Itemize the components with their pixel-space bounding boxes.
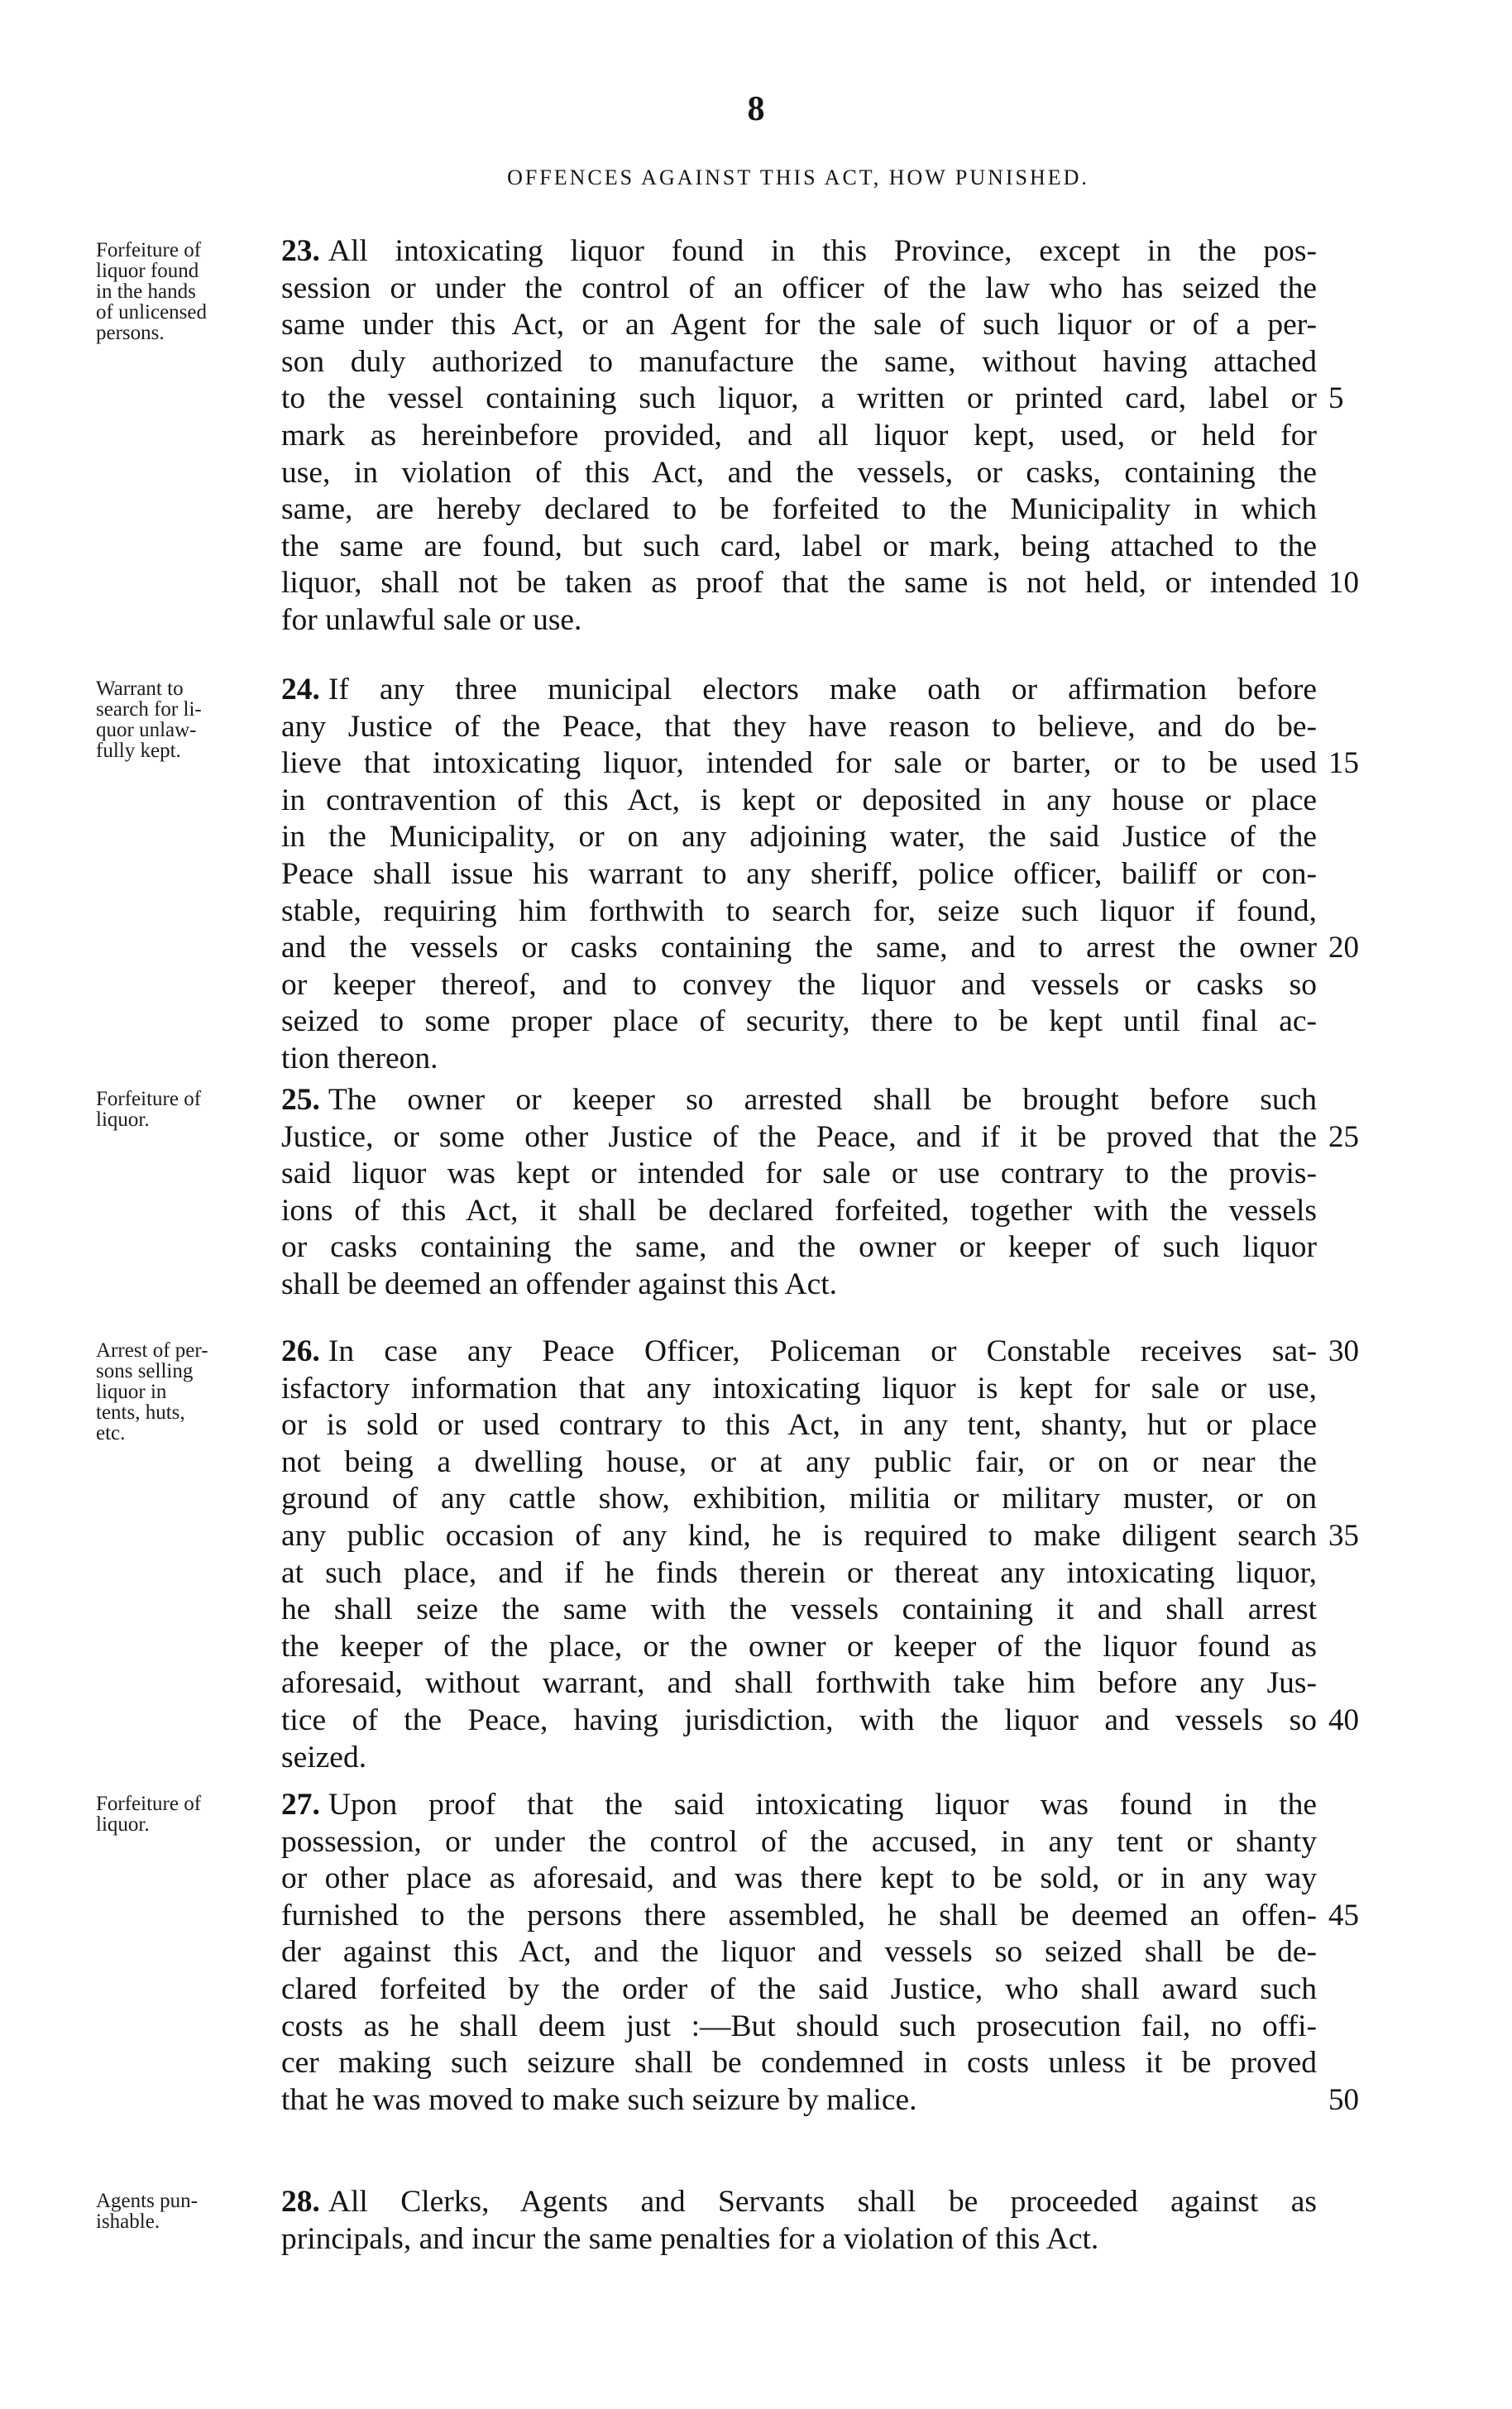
text-line [281,1555,1317,1592]
margin-note-line: tents, huts, [96,1401,185,1424]
text-line [281,1156,1317,1193]
margin-note [96,240,270,343]
line-text: Upon proof that the said intoxicating liquor was found in the [328,1788,1317,1822]
line-text: furnished to the persons there assembled, he shall be deemed an offen- [281,1898,1317,1932]
text-line [281,565,1317,602]
line-text: any public occasion of any kind, he is required to make diligent search [281,1518,1317,1553]
text-line [281,1787,1317,1824]
text-line [281,930,1317,967]
line-number: 20 [1328,931,1359,965]
line-text: tion thereon. [281,1041,438,1075]
line-text: to the vessel containing such liquor, a written or printed card, label or [281,381,1317,416]
line-text: shall be deemed an offender against this Act. [281,1267,838,1301]
line-text: the same are found, but such card, label or mark, being attached to the [281,529,1317,563]
section-number: 26. [281,1334,320,1368]
text-line [281,491,1317,529]
text-line [281,233,1317,271]
margin-note [96,1340,270,1444]
text-line [281,307,1317,344]
line-text: aforesaid, without warrant, and shall forthwith take him before any Jus- [281,1666,1317,1701]
line-text: use, in violation of this Act, and the vessels, or casks, containing the [281,455,1317,490]
line-text: stable, requiring him forthwith to search for, seize such liquor if found, [281,893,1317,928]
line-text: ground of any cattle show, exhibition, militia or military muster, or on [281,1482,1317,1516]
line-number: 50 [1328,2082,1359,2117]
margin-note-line: Forfeiture of [96,1088,202,1110]
margin-note [96,1089,270,1130]
line-text: seized to some proper place of security, there to be kept until final ac- [281,1004,1317,1039]
text-line [281,783,1317,820]
line-text: All Clerks, Agents and Servants shall be proceeded against as [328,2185,1317,2219]
text-line [281,1481,1317,1518]
line-text: clared forfeited by the order of the said Justice, who shall award such [281,1971,1317,2006]
text-line [281,1193,1317,1230]
line-text: for unlawful sale or use. [281,602,582,637]
line-text: Justice, or some other Justice of the Peace, and if it be proved that the [281,1119,1317,1154]
line-number: 5 [1328,381,1344,416]
line-text: possession, or under the control of the accused, in any tent or shanty [281,1824,1317,1859]
text-line [281,745,1317,783]
margin-note-line: Forfeiture of [96,239,202,261]
line-text: or other place as aforesaid, and was there kept to be sold, or in any way [281,1861,1317,1896]
text-line [281,893,1317,931]
margin-note-line: quor unlaw- [96,719,197,741]
text-line [281,1629,1317,1666]
line-text: not being a dwelling house, or at any public fair, or on or near the [281,1444,1317,1479]
margin-note-line: of unlicensed [96,301,207,323]
line-text: liquor, shall not be taken as proof that the same is not held, or intended [281,566,1317,601]
section-body [281,1787,1317,2119]
text-line [281,418,1317,455]
section-number: 24. [281,673,320,706]
line-text: that he was moved to make such seizure by malice. [281,2082,917,2117]
line-number: 10 [1328,566,1359,601]
text-line [281,271,1317,308]
line-text: in contravention of this Act, is kept or deposited in any house or place [281,783,1317,817]
text-line [281,2045,1317,2082]
line-text: son duly authorized to manufacture the same, without having attached [281,344,1317,379]
line-text: same under this Act, or an Agent for the sale of such liquor or of a per- [281,308,1317,342]
margin-note-line: Forfeiture of [96,1793,202,1815]
margin-note-line: liquor. [96,1813,150,1836]
section-body [281,2184,1317,2258]
margin-note-line: in the hands [96,280,196,303]
page-number: 8 [747,90,765,128]
margin-note-line: persons. [96,322,165,344]
line-text: he shall seize the same with the vessels containing it and shall arrest [281,1592,1317,1627]
section-number: 28. [281,2185,320,2219]
margin-note-line: liquor. [96,1109,150,1131]
text-line [281,1229,1317,1267]
line-text: the keeper of the place, or the owner or keeper of the liquor found as [281,1629,1317,1664]
margin-note-line: Agents pun- [96,2190,198,2212]
line-text: said liquor was kept or intended for sale or use contrary to the provis- [281,1157,1317,1191]
text-line [281,2009,1317,2046]
text-line [281,1518,1317,1555]
line-text: mark as hereinbefore provided, and all liquor kept, used, or held for [281,418,1317,453]
line-text: der against this Act, and the liquor and vessels so seized shall be de- [281,1935,1317,1970]
text-line [281,1371,1317,1408]
line-number: 45 [1328,1898,1359,1932]
text-line [281,819,1317,856]
line-text: In case any Peace Officer, Policeman or Constable receives sat- [328,1334,1317,1368]
text-line [281,1267,1317,1304]
line-text: seized. [281,1740,367,1774]
line-text: session or under the control of an officer of the law who has seized the [281,271,1317,305]
text-line [281,967,1317,1004]
margin-note-line: fully kept. [96,740,181,762]
line-text: and the vessels or casks containing the same, and to arrest the owner [281,931,1317,965]
text-line [281,2082,1317,2119]
text-line [281,1898,1317,1935]
text-line [281,856,1317,893]
text-line [281,1824,1317,1861]
margin-note [96,2191,270,2232]
text-line [281,1119,1317,1157]
line-text: same, are hereby declared to be forfeited to the Municipality in which [281,492,1317,527]
line-text: isfactory information that any intoxicating liquor is kept for sale or use, [281,1371,1317,1406]
text-line [281,1592,1317,1629]
text-line [281,672,1317,709]
line-text: All intoxicating liquor found in this Province, except in the pos- [328,234,1317,268]
line-text: or keeper thereof, and to convey the liquor and vessels or casks so [281,967,1317,1002]
line-number: 40 [1328,1703,1359,1737]
line-text: costs as he shall deem just :—But should such prosecution fail, no offi- [281,2009,1317,2043]
text-line [281,455,1317,492]
text-line [281,1444,1317,1482]
section-body [281,672,1317,1078]
section-number: 27. [281,1788,320,1822]
text-line [281,529,1317,566]
margin-note-line: sons selling [96,1360,194,1382]
section-body [281,1334,1317,1776]
line-text: lieve that intoxicating liquor, intended for sale or barter, or to be used [281,746,1317,781]
margin-note-line: liquor in [96,1381,167,1403]
text-line [281,1740,1317,1777]
margin-note-line: ishable. [96,2210,160,2233]
text-line [281,1861,1317,1898]
line-text: ions of this Act, it shall be declared forfeited, together with the vessels [281,1193,1317,1228]
margin-note-line: search for li- [96,698,202,721]
text-line [281,344,1317,381]
section-body [281,1082,1317,1304]
line-number: 15 [1328,746,1359,781]
line-text: or is sold or used contrary to this Act, in any tent, shanty, hut or place [281,1408,1317,1443]
section-number: 23. [281,234,320,268]
line-number: 30 [1328,1334,1359,1368]
text-line [281,1041,1317,1078]
text-line [281,1082,1317,1119]
line-text: principals, and incur the same penalties for a violation of this Act. [281,2221,1099,2256]
text-line [281,1971,1317,2009]
line-text: The owner or keeper so arrested shall be brought before such [328,1083,1317,1117]
line-text: If any three municipal electors make oath or affirmation before [328,673,1317,706]
line-number: 35 [1328,1519,1359,1553]
margin-note-line: etc. [96,1422,126,1444]
margin-note-line: Arrest of per- [96,1339,208,1362]
margin-note-line: Warrant to [96,678,184,700]
line-text: any Justice of the Peace, that they have reason to believe, and do be- [281,709,1317,744]
text-line [281,1665,1317,1703]
line-text: cer making such seizure shall be condemned in costs unless it be proved [281,2046,1317,2081]
text-line [281,1407,1317,1444]
text-line [281,2184,1317,2221]
line-text: tice of the Peace, having jurisdiction, with the liquor and vessels so [281,1703,1317,1737]
text-line [281,1003,1317,1041]
section-body [281,233,1317,639]
running-head: OFFENCES AGAINST THIS ACT, HOW PUNISHED. [507,165,1089,189]
text-line [281,1934,1317,1971]
line-number: 25 [1328,1119,1359,1154]
margin-note [96,678,270,761]
line-text: Peace shall issue his warrant to any sheriff, police officer, bailiff or con- [281,856,1317,891]
line-text: in the Municipality, or on any adjoining water, the said Justice of the [281,820,1317,855]
text-line [281,602,1317,639]
line-text: or casks containing the same, and the owner or keeper of such liquor [281,1230,1317,1265]
text-line [281,709,1317,746]
line-text: at such place, and if he finds therein or thereat any intoxicating liquor, [281,1555,1317,1590]
text-line [281,1703,1317,1740]
margin-note-line: liquor found [96,260,199,282]
text-line [281,381,1317,418]
margin-note [96,1794,270,1835]
section-number: 25. [281,1083,320,1117]
text-line [281,1334,1317,1371]
text-line [281,2221,1317,2258]
